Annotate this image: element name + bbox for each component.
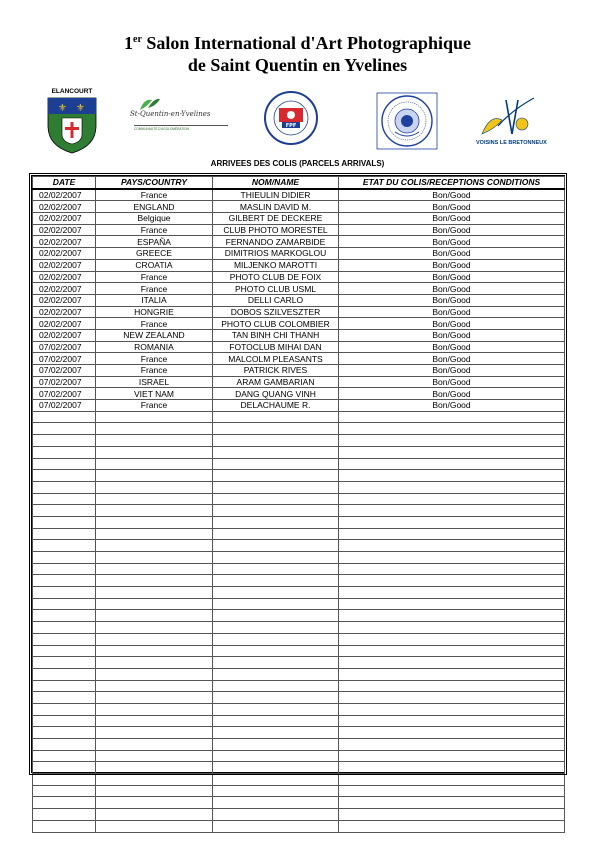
- empty-cell: [33, 703, 96, 715]
- empty-cell: [213, 797, 339, 809]
- empty-cell: [213, 481, 339, 493]
- name-cell: MILJENKO MAROTTI: [213, 259, 339, 271]
- empty-cell: [339, 785, 565, 797]
- country-cell: France: [96, 271, 213, 283]
- status-cell: Bon/Good: [339, 400, 565, 412]
- country-cell: France: [96, 365, 213, 377]
- empty-table-row: [33, 750, 565, 762]
- fpf-seal-icon: [262, 90, 320, 146]
- table-row: [33, 341, 565, 353]
- empty-cell: [339, 435, 565, 447]
- date-cell: 02/02/2007: [33, 213, 96, 225]
- empty-table-row: [33, 633, 565, 645]
- empty-cell: [96, 540, 213, 552]
- empty-cell: [213, 750, 339, 762]
- empty-table-row: [33, 692, 565, 704]
- country-cell: ROMANIA: [96, 341, 213, 353]
- empty-cell: [96, 552, 213, 564]
- parcels-table: [31, 175, 565, 773]
- empty-cell: [213, 575, 339, 587]
- empty-cell: [339, 458, 565, 470]
- empty-cell: [213, 563, 339, 575]
- empty-cell: [339, 739, 565, 751]
- status-cell: Bon/Good: [339, 365, 565, 377]
- empty-cell: [339, 622, 565, 634]
- empty-cell: [339, 797, 565, 809]
- empty-cell: [33, 820, 96, 832]
- status-cell: Bon/Good: [339, 189, 565, 201]
- date-cell: 02/02/2007: [33, 294, 96, 306]
- header-name: NOM/NAME: [213, 177, 339, 189]
- empty-cell: [33, 739, 96, 751]
- empty-cell: [339, 540, 565, 552]
- elancourt-logo: ELANCOURT ⚜ ⚜: [44, 88, 100, 154]
- country-cell: France: [96, 189, 213, 201]
- country-cell: CROATIA: [96, 259, 213, 271]
- empty-cell: [213, 774, 339, 786]
- empty-cell: [96, 481, 213, 493]
- status-cell: Bon/Good: [339, 388, 565, 400]
- empty-cell: [339, 575, 565, 587]
- empty-cell: [339, 774, 565, 786]
- empty-table-row: [33, 598, 565, 610]
- empty-cell: [213, 610, 339, 622]
- country-cell: NEW ZEALAND: [96, 329, 213, 341]
- status-cell: Bon/Good: [339, 271, 565, 283]
- empty-table-row: [33, 516, 565, 528]
- country-cell: GREECE: [96, 248, 213, 260]
- empty-table-row: [33, 481, 565, 493]
- empty-cell: [213, 762, 339, 774]
- empty-cell: [33, 528, 96, 540]
- empty-cell: [33, 668, 96, 680]
- empty-cell: [96, 411, 213, 423]
- date-cell: 07/02/2007: [33, 400, 96, 412]
- date-cell: 07/02/2007: [33, 376, 96, 388]
- date-cell: 02/02/2007: [33, 271, 96, 283]
- table-row: [33, 213, 565, 225]
- empty-table-row: [33, 435, 565, 447]
- date-cell: 02/02/2007: [33, 259, 96, 271]
- status-cell: Bon/Good: [339, 224, 565, 236]
- empty-cell: [96, 657, 213, 669]
- empty-cell: [213, 587, 339, 599]
- table-row: [33, 283, 565, 295]
- empty-cell: [339, 692, 565, 704]
- empty-cell: [96, 458, 213, 470]
- status-cell: Bon/Good: [339, 329, 565, 341]
- name-cell: PHOTO CLUB USML: [213, 283, 339, 295]
- empty-cell: [339, 470, 565, 482]
- name-cell: TAN BINH CHI THANH: [213, 329, 339, 341]
- empty-cell: [213, 470, 339, 482]
- country-cell: VIET NAM: [96, 388, 213, 400]
- date-cell: 02/02/2007: [33, 248, 96, 260]
- empty-cell: [339, 552, 565, 564]
- empty-cell: [213, 715, 339, 727]
- empty-table-row: [33, 785, 565, 797]
- empty-cell: [339, 423, 565, 435]
- elancourt-shield-icon: [44, 96, 100, 154]
- empty-cell: [33, 423, 96, 435]
- empty-cell: [213, 435, 339, 447]
- status-cell: Bon/Good: [339, 376, 565, 388]
- empty-table-row: [33, 657, 565, 669]
- empty-cell: [96, 715, 213, 727]
- name-cell: MASLIN DAVID M.: [213, 201, 339, 213]
- empty-cell: [33, 774, 96, 786]
- empty-cell: [213, 785, 339, 797]
- empty-cell: [33, 563, 96, 575]
- empty-cell: [96, 505, 213, 517]
- empty-cell: [96, 575, 213, 587]
- empty-cell: [96, 622, 213, 634]
- country-cell: France: [96, 224, 213, 236]
- empty-cell: [339, 715, 565, 727]
- empty-cell: [96, 587, 213, 599]
- name-cell: MALCOLM PLEASANTS: [213, 353, 339, 365]
- empty-cell: [33, 458, 96, 470]
- empty-cell: [96, 435, 213, 447]
- country-cell: HONGRIE: [96, 306, 213, 318]
- empty-cell: [213, 423, 339, 435]
- empty-cell: [33, 598, 96, 610]
- empty-cell: [96, 446, 213, 458]
- svg-text:FPF: FPF: [285, 123, 297, 129]
- table-row: [33, 400, 565, 412]
- empty-cell: [33, 692, 96, 704]
- table-row: [33, 271, 565, 283]
- status-cell: Bon/Good: [339, 353, 565, 365]
- empty-cell: [213, 809, 339, 821]
- name-cell: DELACHAUME R.: [213, 400, 339, 412]
- table-row: [33, 224, 565, 236]
- empty-cell: [33, 552, 96, 564]
- status-cell: Bon/Good: [339, 318, 565, 330]
- header-date: DATE: [33, 177, 96, 189]
- empty-cell: [96, 668, 213, 680]
- empty-cell: [33, 785, 96, 797]
- table-header-row: [33, 177, 565, 189]
- sponsor-logos: [0, 88, 595, 158]
- country-cell: France: [96, 318, 213, 330]
- status-cell: Bon/Good: [339, 236, 565, 248]
- empty-table-row: [33, 540, 565, 552]
- empty-cell: [213, 739, 339, 751]
- status-cell: Bon/Good: [339, 213, 565, 225]
- empty-table-row: [33, 703, 565, 715]
- empty-cell: [96, 820, 213, 832]
- name-cell: CLUB PHOTO MORESTEL: [213, 224, 339, 236]
- date-cell: 02/02/2007: [33, 189, 96, 201]
- status-cell: Bon/Good: [339, 259, 565, 271]
- empty-cell: [33, 516, 96, 528]
- empty-cell: [33, 505, 96, 517]
- empty-cell: [213, 505, 339, 517]
- header-status: ETAT DU COLIS/RECEPTIONS CONDITIONS: [339, 177, 565, 189]
- empty-cell: [33, 470, 96, 482]
- empty-cell: [33, 727, 96, 739]
- empty-table-row: [33, 411, 565, 423]
- empty-cell: [33, 762, 96, 774]
- empty-cell: [213, 458, 339, 470]
- date-cell: 07/02/2007: [33, 353, 96, 365]
- empty-cell: [33, 540, 96, 552]
- status-cell: Bon/Good: [339, 248, 565, 260]
- empty-cell: [213, 411, 339, 423]
- empty-cell: [33, 587, 96, 599]
- table-row: [33, 365, 565, 377]
- empty-table-row: [33, 470, 565, 482]
- fpf-logo: [262, 90, 320, 146]
- empty-table-row: [33, 563, 565, 575]
- empty-cell: [339, 727, 565, 739]
- name-cell: THIEULIN DIDIER: [213, 189, 339, 201]
- empty-cell: [339, 563, 565, 575]
- table-row: [33, 201, 565, 213]
- empty-cell: [339, 750, 565, 762]
- date-cell: 02/02/2007: [33, 201, 96, 213]
- empty-cell: [213, 668, 339, 680]
- empty-cell: [96, 493, 213, 505]
- empty-cell: [213, 657, 339, 669]
- empty-cell: [213, 820, 339, 832]
- empty-cell: [96, 762, 213, 774]
- empty-cell: [339, 809, 565, 821]
- sqy-logo: St-Quentin-en-Yvelines COMMUNAUTÉ D'AGGLOMÉRATION: [124, 100, 226, 136]
- status-cell: Bon/Good: [339, 201, 565, 213]
- country-cell: France: [96, 400, 213, 412]
- empty-cell: [96, 692, 213, 704]
- empty-cell: [96, 750, 213, 762]
- section-subtitle: ARRIVEES DES COLIS (PARCELS ARRIVALS): [210, 159, 385, 168]
- empty-table-row: [33, 820, 565, 832]
- empty-cell: [33, 481, 96, 493]
- name-cell: PHOTO CLUB DE FOIX: [213, 271, 339, 283]
- empty-cell: [339, 598, 565, 610]
- empty-table-row: [33, 446, 565, 458]
- empty-cell: [33, 809, 96, 821]
- title-line-2: de Saint Quentin en Yvelines: [187, 55, 408, 75]
- country-cell: ESPAÑA: [96, 236, 213, 248]
- empty-cell: [96, 563, 213, 575]
- empty-cell: [213, 703, 339, 715]
- name-cell: DELLI CARLO: [213, 294, 339, 306]
- svg-text:⚜: ⚜: [76, 103, 85, 114]
- status-cell: Bon/Good: [339, 294, 565, 306]
- empty-cell: [33, 435, 96, 447]
- status-cell: Bon/Good: [339, 341, 565, 353]
- empty-cell: [339, 481, 565, 493]
- page-title: [0, 32, 595, 76]
- empty-table-row: [33, 739, 565, 751]
- voisins-emblem-icon: [476, 90, 544, 138]
- empty-cell: [339, 820, 565, 832]
- date-cell: 02/02/2007: [33, 283, 96, 295]
- empty-cell: [33, 493, 96, 505]
- empty-cell: [339, 633, 565, 645]
- empty-cell: [33, 610, 96, 622]
- table-row: [33, 236, 565, 248]
- empty-cell: [33, 797, 96, 809]
- empty-cell: [96, 598, 213, 610]
- table-body: [33, 189, 565, 832]
- empty-cell: [213, 692, 339, 704]
- table-row: [33, 259, 565, 271]
- empty-cell: [96, 680, 213, 692]
- empty-table-row: [33, 575, 565, 587]
- empty-cell: [213, 622, 339, 634]
- country-cell: ENGLAND: [96, 201, 213, 213]
- table-row: [33, 376, 565, 388]
- empty-cell: [339, 446, 565, 458]
- table-row: [33, 294, 565, 306]
- empty-cell: [96, 423, 213, 435]
- date-cell: 07/02/2007: [33, 365, 96, 377]
- date-cell: 07/02/2007: [33, 388, 96, 400]
- empty-cell: [33, 645, 96, 657]
- empty-cell: [33, 750, 96, 762]
- empty-cell: [213, 446, 339, 458]
- empty-cell: [339, 505, 565, 517]
- table-row: [33, 189, 565, 201]
- empty-table-row: [33, 809, 565, 821]
- date-cell: 02/02/2007: [33, 318, 96, 330]
- empty-cell: [339, 762, 565, 774]
- empty-cell: [339, 528, 565, 540]
- name-cell: FERNANDO ZAMARBIDE: [213, 236, 339, 248]
- country-cell: France: [96, 353, 213, 365]
- table-row: [33, 318, 565, 330]
- empty-table-row: [33, 797, 565, 809]
- empty-cell: [213, 528, 339, 540]
- name-cell: PHOTO CLUB COLOMBIER: [213, 318, 339, 330]
- empty-table-row: [33, 645, 565, 657]
- empty-cell: [96, 739, 213, 751]
- empty-table-row: [33, 610, 565, 622]
- country-cell: ITALIA: [96, 294, 213, 306]
- empty-cell: [96, 809, 213, 821]
- name-cell: DIMITRIOS MARKOGLOU: [213, 248, 339, 260]
- name-cell: DOBOS SZILVESZTER: [213, 306, 339, 318]
- empty-table-row: [33, 762, 565, 774]
- empty-cell: [96, 774, 213, 786]
- svg-text:⚜: ⚜: [58, 103, 67, 114]
- empty-cell: [96, 516, 213, 528]
- date-cell: 07/02/2007: [33, 341, 96, 353]
- empty-table-row: [33, 528, 565, 540]
- name-cell: GILBERT DE DECKERE: [213, 213, 339, 225]
- table-row: [33, 353, 565, 365]
- table-row: [33, 248, 565, 260]
- title-line-1: 1er Salon International d'Art Photographique: [124, 33, 471, 53]
- empty-cell: [33, 680, 96, 692]
- date-cell: 02/02/2007: [33, 329, 96, 341]
- empty-cell: [213, 727, 339, 739]
- status-cell: Bon/Good: [339, 306, 565, 318]
- empty-cell: [213, 552, 339, 564]
- empty-cell: [339, 411, 565, 423]
- name-cell: DANG QUANG VINH: [213, 388, 339, 400]
- empty-table-row: [33, 774, 565, 786]
- status-cell: Bon/Good: [339, 283, 565, 295]
- empty-cell: [33, 633, 96, 645]
- empty-cell: [213, 633, 339, 645]
- date-cell: 02/02/2007: [33, 236, 96, 248]
- empty-cell: [213, 598, 339, 610]
- empty-table-row: [33, 552, 565, 564]
- empty-cell: [339, 703, 565, 715]
- table-row: [33, 306, 565, 318]
- empty-cell: [339, 610, 565, 622]
- empty-cell: [339, 668, 565, 680]
- empty-cell: [339, 680, 565, 692]
- empty-table-row: [33, 458, 565, 470]
- empty-cell: [213, 516, 339, 528]
- fiap-logo: [376, 92, 438, 150]
- voisins-logo: VOISINS LE BRETONNEUX: [476, 90, 544, 152]
- empty-cell: [339, 516, 565, 528]
- date-cell: 02/02/2007: [33, 224, 96, 236]
- name-cell: PATRICK RIVES: [213, 365, 339, 377]
- fiap-seal-icon: [376, 92, 438, 150]
- empty-cell: [339, 493, 565, 505]
- empty-cell: [33, 411, 96, 423]
- empty-cell: [213, 645, 339, 657]
- empty-cell: [339, 657, 565, 669]
- country-cell: ISRAEL: [96, 376, 213, 388]
- name-cell: ARAM GAMBARIAN: [213, 376, 339, 388]
- empty-cell: [96, 645, 213, 657]
- empty-table-row: [33, 715, 565, 727]
- date-cell: 02/02/2007: [33, 306, 96, 318]
- empty-cell: [33, 622, 96, 634]
- empty-cell: [96, 785, 213, 797]
- empty-table-row: [33, 668, 565, 680]
- header-country: PAYS/COUNTRY: [96, 177, 213, 189]
- empty-table-row: [33, 727, 565, 739]
- empty-table-row: [33, 622, 565, 634]
- empty-cell: [213, 680, 339, 692]
- empty-cell: [339, 587, 565, 599]
- empty-cell: [96, 727, 213, 739]
- name-cell: FOTOCLUB MIHAI DAN: [213, 341, 339, 353]
- empty-cell: [213, 540, 339, 552]
- country-cell: France: [96, 283, 213, 295]
- table-row: [33, 329, 565, 341]
- empty-cell: [33, 446, 96, 458]
- empty-cell: [213, 493, 339, 505]
- country-cell: Belgique: [96, 213, 213, 225]
- empty-cell: [33, 715, 96, 727]
- empty-table-row: [33, 493, 565, 505]
- empty-cell: [96, 633, 213, 645]
- empty-table-row: [33, 587, 565, 599]
- empty-cell: [339, 645, 565, 657]
- empty-table-row: [33, 423, 565, 435]
- empty-cell: [33, 657, 96, 669]
- empty-cell: [96, 703, 213, 715]
- empty-table-row: [33, 680, 565, 692]
- empty-cell: [96, 610, 213, 622]
- table-row: [33, 388, 565, 400]
- empty-cell: [96, 797, 213, 809]
- empty-cell: [96, 470, 213, 482]
- empty-cell: [33, 575, 96, 587]
- empty-cell: [96, 528, 213, 540]
- empty-table-row: [33, 505, 565, 517]
